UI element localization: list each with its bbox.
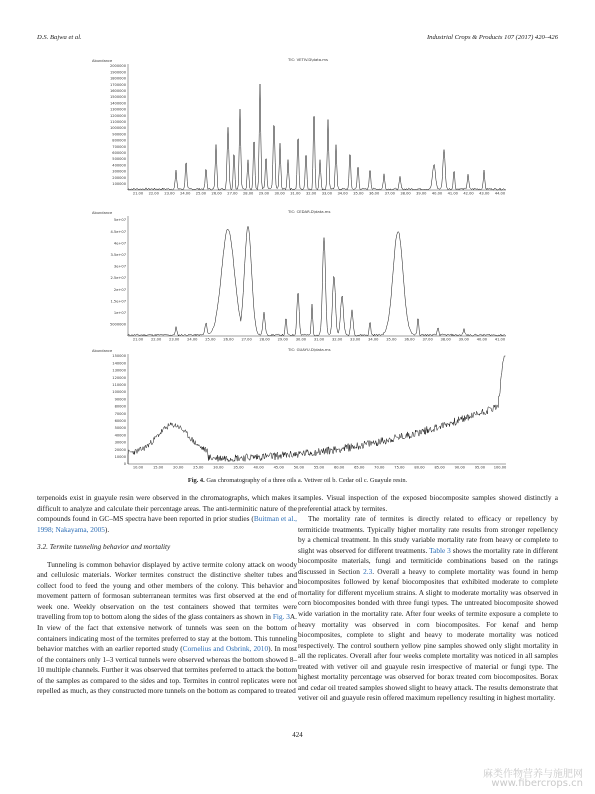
x-tick-label: 70.00 (374, 465, 385, 470)
x-tick-label: 39.00 (458, 337, 469, 342)
x-tick-label: 21.00 (132, 337, 144, 342)
x-tick-label: 30.00 (274, 191, 285, 196)
x-tick-label: 34.00 (368, 337, 379, 342)
x-tick-label: 21.00 (132, 191, 144, 196)
y-tick-label: 100000 (112, 390, 126, 395)
y-tick-label: 800000 (112, 138, 126, 143)
panel-title: TIC: CEDAR.D\data.ms (288, 209, 331, 214)
panel-title: TIC: VETIV.D\data.ms (288, 57, 328, 62)
figure-link[interactable]: Fig. 3 (272, 612, 290, 622)
y-tick-label: 1200000 (109, 113, 126, 118)
y-tick-label: 1100000 (109, 120, 126, 124)
x-tick-label: 27.00 (227, 191, 238, 196)
y-tick-label: 4.5e+07 (110, 229, 126, 234)
y-tick-label: 300000 (112, 169, 126, 174)
x-tick-label: 37.00 (422, 337, 433, 342)
y-tick-label: 140000 (112, 361, 126, 366)
x-tick-label: 29.00 (258, 191, 270, 196)
x-tick-label: 24.00 (187, 337, 198, 342)
y-tick-label: 1700000 (109, 82, 126, 87)
right-column (298, 493, 558, 704)
x-tick-label: 23.00 (164, 191, 175, 196)
y-tick-label: 1400000 (109, 101, 126, 106)
y-tick-label: 2.5e+07 (110, 276, 126, 281)
x-tick-label: 41.00 (494, 337, 506, 342)
x-tick-label: 29.00 (277, 337, 288, 342)
x-tick-label: 33.00 (350, 337, 361, 342)
y-tick-label: 500000 (112, 157, 126, 162)
page-number: 424 (292, 731, 303, 739)
section-heading: 3.2. Termite tunneling behavior and mortality (37, 542, 171, 552)
y-tick-label: 110000 (112, 383, 126, 387)
x-tick-label: 37.00 (384, 191, 395, 196)
x-tick-label: 30.00 (213, 465, 224, 470)
chromatogram-guayule (88, 346, 508, 470)
chromatogram-vetiver (88, 56, 508, 196)
x-tick-label: 44.00 (494, 191, 506, 196)
y-tick-label: 10000 (114, 455, 126, 459)
x-tick-label: 100.00 (493, 465, 507, 470)
chromatogram-cedar (88, 208, 508, 343)
y-tick-label: 20000 (114, 447, 126, 452)
table-link[interactable]: Table 3 (429, 545, 451, 555)
chromatogram-trace (128, 84, 506, 190)
y-tick-label: 40000 (114, 433, 126, 438)
y-tick-label: 100000 (112, 182, 126, 186)
y-tick-label: 3e+07 (113, 264, 126, 269)
x-tick-label: 34.00 (337, 191, 348, 196)
y-tick-label: 130000 (112, 368, 126, 373)
figure-caption (0, 477, 595, 484)
x-tick-label: 32.00 (331, 337, 343, 342)
y-tick-label: 2e+07 (113, 287, 126, 292)
y-tick-label: 90000 (114, 397, 126, 402)
paragraph: Tunneling is common behavior displayed by active termite colony attack on woody and cellulosic materials. Worker termites construct the distinctive shelter tubes and collect food to feed the young and other members of the colony. This behavior and movement pattern of formosan subterranean termites was first observed at the end of week one. Weekly observation on the test containers showed that termites were travelling from top to bottom along the sides of the glass containers as shown in Fig. 3A. In view of the fact that extensive network of tunnels was seen on the bottom of containers indicating most of the termites preferred to stay at the bottom. This tunneling behavior matches with an earlier reported study (Cornelius and Osbrink, 2010). In most of the containers only 1–3 vertical tunnels were observed whereas the bottom showed 8–10 multiple channels. Further it was observed that termites preferred to attack the bottom of the samples as compared to the sides and top. Termites in control replicates were not repelled as much, as they constructed more tunnels on the bottom as compared to treated (37, 559, 298, 696)
watermark-line1: 麻类作物营养与施肥网 (483, 769, 583, 780)
x-tick-label: 28.00 (259, 337, 270, 342)
y-tick-label: 200000 (112, 175, 126, 180)
y-tick-label: 900000 (112, 132, 126, 137)
y-tick-label: 600000 (112, 151, 126, 155)
x-tick-label: 38.00 (440, 337, 451, 342)
x-tick-label: 40.00 (253, 465, 264, 470)
x-tick-label: 35.00 (353, 191, 364, 196)
x-tick-label: 25.00 (195, 191, 207, 196)
y-tick-label: 1900000 (109, 70, 126, 75)
x-tick-label: 35.00 (386, 337, 397, 342)
x-tick-label: 36.00 (368, 191, 380, 196)
panel-title: TIC: GUAYU.D\data.ms (288, 347, 331, 352)
x-tick-label: 55.00 (313, 465, 325, 470)
y-tick-label: 50000 (114, 426, 126, 431)
x-tick-label: 90.00 (454, 465, 465, 470)
x-tick-label: 22.00 (150, 337, 162, 342)
x-tick-label: 24.00 (180, 191, 191, 196)
x-tick-label: 40.00 (476, 337, 488, 342)
y-tick-label: 80000 (114, 404, 126, 409)
y-tick-label: 1.5e+07 (110, 299, 126, 304)
y-tick-label: 120000 (112, 375, 126, 380)
x-tick-label: 27.00 (241, 337, 252, 342)
y-tick-label: 30000 (114, 440, 126, 445)
left-column (37, 493, 297, 697)
citation-link[interactable]: Buitman et al., 1998; Nakayama, 2005 (37, 514, 297, 534)
y-axis-label: Abundance (92, 59, 113, 63)
y-tick-label: 1000000 (109, 126, 126, 131)
x-tick-label: 35.00 (233, 465, 244, 470)
y-tick-label: 0 (123, 462, 126, 467)
y-tick-label: 1600000 (109, 89, 126, 93)
y-tick-label: 1e+07 (113, 311, 126, 315)
y-axis-label: Abundance (92, 349, 113, 353)
x-tick-label: 42.00 (463, 191, 474, 196)
caption-label: Fig. 4. (187, 477, 205, 484)
y-tick-label: 1800000 (109, 76, 126, 81)
x-tick-label: 95.00 (474, 465, 486, 470)
paragraph: The mortality rate of termites is directly related to efficacy or repellency by termiticide treatments. Typically higher mortality rate results from stronger repellency by a chemical treatment. In this study variable mortality rate from heavy or complete to slight was observed for different treatments. Table 3 shows the mortality rate in different biocomposite materials, fungi and termiticide combinations based on the ratings discussed in Section 2.3. Overall a heavy to complete mortality was found in hemp biocomposites followed by kenaf biocomposites that exhibited moderate to complete mortality for different mycelium strains. A slight to moderate mortality was observed in corn biocomposites bonded with three fungi types. The untreated biocomposite showed wide variation in the mortality rate. After four weeks of termite exposure a complete to heavy mortality was observed in corn biocomposites. For kenaf and hemp biocomposites, complete to slight and heavy to moderate mortality was noticed respectively. The control southern yellow pine samples showed only slight mortality in all the replicates. Overall after four weeks complete mortality was noticed in all samples treated with vetiver oil and guayule resin irrespective of material or fungi type. The highest mortality percentage was observed for borax treated corn biocomposites. Borax and cedar oil treated samples showed slight to heavy attack. The results demonstrate that vetiver oil and guayule resin offered maximum repellency resulting in highest mortality. (298, 514, 558, 703)
x-tick-label: 15.00 (152, 465, 164, 470)
x-tick-label: 26.00 (223, 337, 234, 342)
x-tick-label: 22.00 (148, 191, 159, 196)
y-tick-label: 60000 (114, 419, 126, 423)
watermark-line2: www.fibercrops.cn (491, 778, 583, 789)
x-tick-label: 23.00 (169, 337, 180, 342)
x-tick-label: 75.00 (394, 465, 405, 470)
citation-link[interactable]: Cornelius and Osbrink, 2010 (182, 644, 269, 654)
x-tick-label: 50.00 (293, 465, 305, 470)
x-tick-label: 40.00 (431, 191, 443, 196)
x-tick-label: 28.00 (243, 191, 254, 196)
x-tick-label: 36.00 (404, 337, 415, 342)
x-tick-label: 31.00 (290, 191, 301, 196)
section-link[interactable]: 2.3 (363, 566, 373, 576)
y-tick-label: 4e+07 (113, 241, 126, 246)
paragraph: terpenoids exist in guayule resin were observed in the chromatographs, which makes it difficult to analyze and calculate their percentage areas. The anti-terminitic nature of the compounds found in GC–MS spectra have been reported in prior studies (Buitman et al., 1998; Nakayama, 2005). (37, 493, 297, 534)
x-tick-label: 43.00 (479, 191, 490, 196)
x-tick-label: 26.00 (211, 191, 222, 196)
y-tick-label: 3.5e+07 (110, 253, 126, 257)
paragraph: samples. Visual inspection of the exposed biocomposite samples showed distinctly a preferential attack by termites. (298, 493, 558, 513)
x-tick-label: 65.00 (354, 465, 365, 470)
x-tick-label: 80.00 (414, 465, 425, 470)
y-axis-label: Abundance (92, 211, 113, 215)
y-tick-label: 70000 (114, 411, 126, 416)
y-tick-label: 5000000 (109, 322, 126, 327)
x-tick-label: 85.00 (434, 465, 445, 470)
x-tick-label: 41.00 (447, 191, 458, 196)
y-tick-label: 5e+07 (113, 218, 126, 223)
x-tick-label: 20.00 (173, 465, 184, 470)
chromatogram-trace (128, 226, 506, 336)
y-tick-label: 2000000 (109, 64, 126, 69)
x-tick-label: 60.00 (333, 465, 345, 470)
y-tick-label: 150000 (112, 354, 126, 359)
header-right: Industrial Crops & Products 107 (2017) 420–426 (426, 34, 558, 41)
x-tick-label: 25.00 (193, 465, 204, 470)
x-tick-label: 38.00 (400, 191, 411, 196)
header-left: D.S. Bajwa et al. (37, 34, 82, 41)
x-tick-label: 45.00 (273, 465, 284, 470)
x-tick-label: 25.00 (205, 337, 216, 342)
y-tick-label: 400000 (112, 163, 126, 168)
x-tick-label: 39.00 (416, 191, 427, 196)
x-tick-label: 30.00 (295, 337, 307, 342)
chromatogram-trace (128, 356, 505, 464)
caption-text: Gas chromatography of a three oils a. Vetiver oil b. Cedar oil c. Guayule resin. (206, 477, 408, 484)
x-tick-label: 31.00 (313, 337, 325, 342)
y-tick-label: 1500000 (109, 95, 126, 100)
x-tick-label: 33.00 (321, 191, 333, 196)
x-tick-label: 10.00 (132, 465, 144, 470)
x-tick-label: 32.00 (305, 191, 317, 196)
y-tick-label: 700000 (112, 144, 126, 149)
y-tick-label: 1300000 (109, 107, 126, 112)
